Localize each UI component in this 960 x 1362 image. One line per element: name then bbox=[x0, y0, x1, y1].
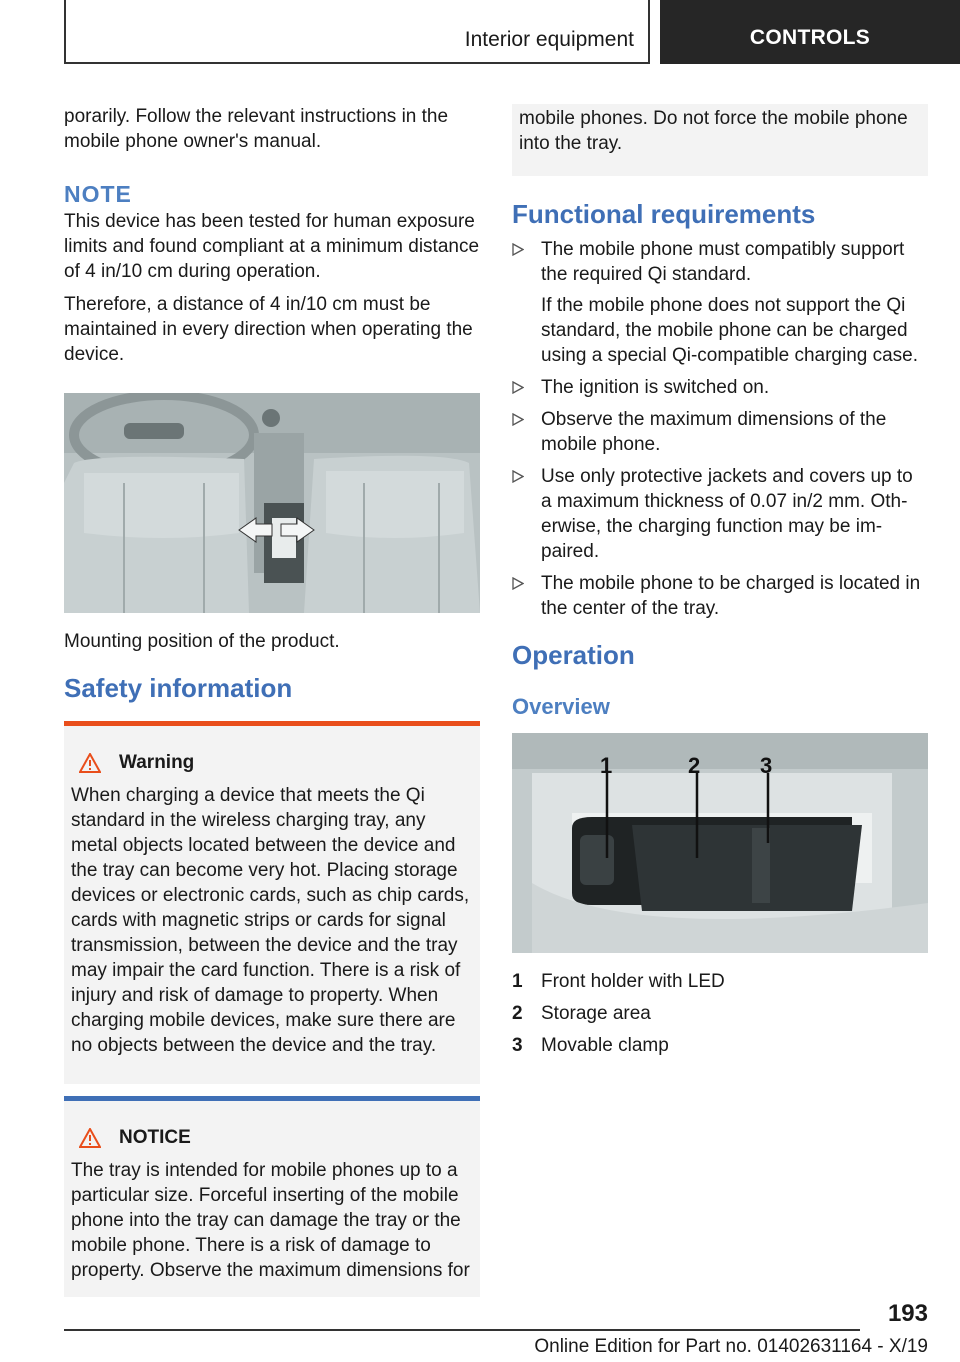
legend-text: Front holder with LED bbox=[541, 971, 725, 992]
requirement-text: The mobile phone must compatibly support the required Qi standard. bbox=[541, 239, 905, 285]
warning-box bbox=[64, 721, 480, 1084]
list-item bbox=[512, 571, 928, 621]
section-title: Interior equipment bbox=[464, 28, 634, 51]
notice-title: NOTICE bbox=[119, 1127, 191, 1148]
note-paragraph-2: Therefore, a distance of 4 in/10 cm must be maintained in every direction when operating the device. bbox=[64, 294, 473, 365]
legend-number: 3 bbox=[512, 1035, 523, 1056]
overview-heading: Overview bbox=[512, 694, 610, 719]
overview-legend bbox=[512, 969, 928, 1058]
notice-continuation: mobile phones. Do not force the mobile phone into the tray. bbox=[519, 108, 908, 154]
page-number: 193 bbox=[887, 1300, 928, 1327]
notice-continuation-box bbox=[512, 104, 928, 176]
note-paragraph-1: This device has been tested for human exposure limits and found compliant at a minimum distance of 4 in/10 cm during operation. bbox=[64, 211, 480, 282]
warning-title: Warning bbox=[119, 752, 195, 773]
legend-row bbox=[512, 1001, 928, 1026]
legend-row bbox=[512, 969, 928, 994]
requirements-list bbox=[512, 237, 928, 621]
callout-2: 2 bbox=[688, 753, 701, 778]
triangle-bullet-icon bbox=[512, 413, 524, 426]
warning-body: When charging a device that meets the Qi standard in the wireless charging tray, any metal objects located between the device and the tray can become very hot. Placing storage devices or electronic cards, such as chip cards, cards with magnetic strips or cards for signal transmission, between the device and the tray may impair the card function. There is a risk of injury and risk of damage to property. When charging mobile devices, make sure there are no objects between the device and the tray. bbox=[71, 785, 470, 1056]
legend-number: 2 bbox=[512, 1003, 523, 1024]
notice-title-row bbox=[71, 1125, 473, 1150]
notice-triangle-icon bbox=[79, 1128, 101, 1148]
triangle-bullet-icon bbox=[512, 577, 524, 590]
warning-title-row bbox=[71, 750, 473, 775]
chapter-tab bbox=[660, 0, 960, 64]
chapter-title: CONTROLS bbox=[749, 26, 871, 49]
list-item bbox=[512, 464, 928, 564]
intro-paragraph: porarily. Follow the relevant instructions in the mobile phone owner's manual. bbox=[64, 106, 449, 152]
callout-3: 3 bbox=[760, 753, 773, 778]
requirement-text: The mobile phone to be charged is located in the center of the tray. bbox=[541, 573, 921, 619]
callout-1: 1 bbox=[600, 753, 613, 778]
triangle-bullet-icon bbox=[512, 243, 524, 256]
requirement-text: Use only protective jackets and covers up to a maximum thickness of 0.07 in/2 mm. Otherwise, the charging function may be impaired. bbox=[541, 466, 913, 562]
footer-divider bbox=[64, 1329, 860, 1331]
triangle-bullet-icon bbox=[512, 470, 524, 483]
warning-triangle-icon bbox=[79, 753, 101, 773]
legend-text: Movable clamp bbox=[541, 1035, 669, 1056]
left-column bbox=[64, 104, 480, 1297]
operation-heading: Operation bbox=[512, 640, 635, 670]
safety-heading: Safety information bbox=[64, 673, 293, 703]
legend-text: Storage area bbox=[541, 1003, 651, 1024]
photo-caption: Mounting position of the product. bbox=[64, 631, 340, 652]
triangle-bullet-icon bbox=[512, 381, 524, 394]
list-item bbox=[512, 237, 928, 368]
list-item bbox=[512, 407, 928, 457]
right-column bbox=[512, 104, 928, 1065]
requirement-subtext: If the mobile phone does not support the Qi standard, the mobile phone can be charged using a special Qi-compatible charging case. bbox=[541, 295, 919, 366]
requirement-text: The ignition is switched on. bbox=[541, 377, 770, 398]
notice-box bbox=[64, 1096, 480, 1297]
mounting-position-photo bbox=[64, 393, 480, 613]
requirement-text: Observe the maximum dimensions of the mobile phone. bbox=[541, 409, 887, 455]
list-item bbox=[512, 375, 928, 400]
footer-edition: Online Edition for Part no. 01402631164 - X/19 bbox=[534, 1336, 928, 1357]
charging-tray-photo bbox=[512, 733, 928, 953]
legend-number: 1 bbox=[512, 971, 523, 992]
functional-requirements-heading: Functional requirements bbox=[512, 199, 816, 229]
legend-row bbox=[512, 1033, 928, 1058]
notice-body: The tray is intended for mobile phones up to a particular size. Forceful inserting of the mobile phone into the tray can damage the tray or the mobile phone. There is a risk of damage to property. Observe the maximum dimensions for bbox=[71, 1160, 470, 1281]
note-heading: NOTE bbox=[64, 181, 132, 207]
header-section-box bbox=[64, 0, 650, 64]
